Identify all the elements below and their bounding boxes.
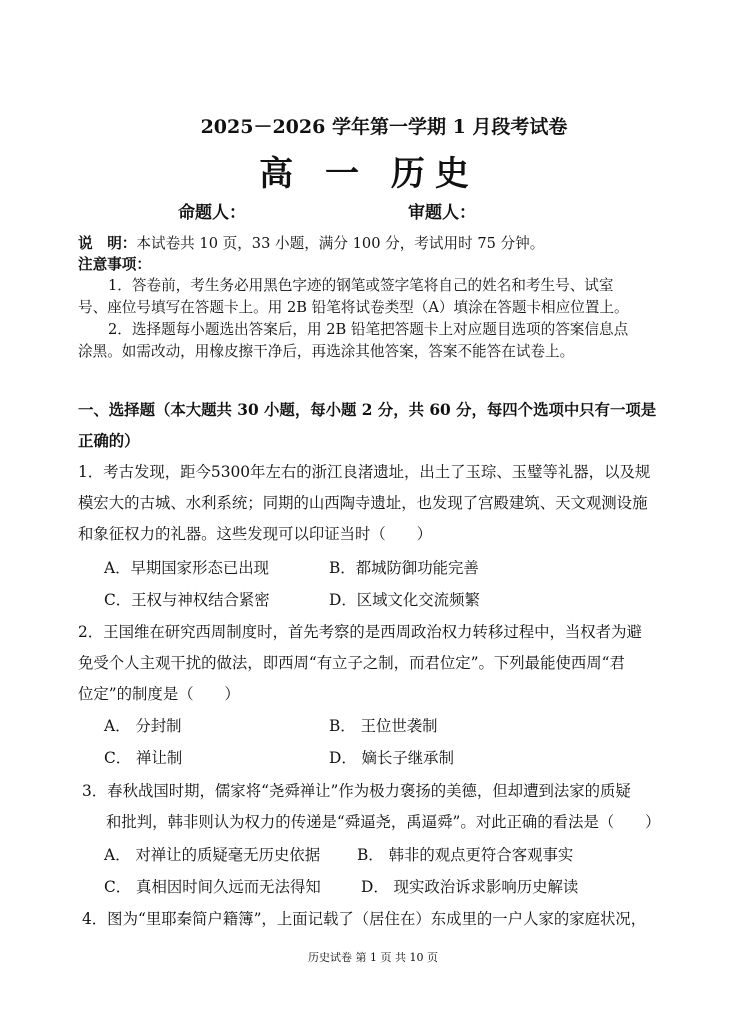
- question-2-option-a: A． 分封制: [104, 717, 182, 735]
- question-2-line: 位定”的制度是（ ）: [78, 685, 240, 703]
- notes-label: 注意事项：: [78, 256, 151, 273]
- question-3-option-a: A． 对禅让的质疑毫无历史依据: [104, 846, 321, 864]
- question-3-line: 3．春秋战国时期，儒家将“尧舜禅让”作为极力褒扬的美德，但却遭到法家的质疑: [82, 782, 631, 800]
- subject-title: 高 一 历史: [259, 154, 479, 194]
- question-2-line: 免受个人主观干扰的做法，即西周“有立子之制，而君位定”。下列最能使西周“君: [78, 654, 625, 672]
- question-1-line: 模宏大的古城、水利系统；同期的山西陶寺遗址，也发现了宫殿建筑、天文观测设施: [78, 494, 648, 512]
- question-3-line: 和批判，韩非则认为权力的传递是“舜逼尧，禹逼舜”。对此正确的看法是（ ）: [106, 813, 661, 831]
- note-line: 涂黑。如需改动，用橡皮擦干净后，再选涂其他答案，答案不能答在试卷上。: [78, 343, 575, 360]
- question-2-option-b: B． 王位世袭制: [329, 717, 438, 735]
- question-1-option-b: B．都城防御功能完善: [329, 559, 479, 577]
- section-heading: 一、选择题（本大题共 30 小题，每小题 2 分，共 60 分，每四个选项中只有一项是: [78, 401, 657, 419]
- reviewer-label: 审题人：: [408, 203, 476, 223]
- note-line: 号、座位号填写在答题卡上。用 2B 铅笔将试卷类型（A）填涂在答题卡相应位置上。: [78, 299, 629, 316]
- question-1-option-c: C．王权与神权结合紧密: [104, 591, 270, 609]
- section-heading: 正确的）: [78, 432, 140, 450]
- explain-line: [78, 232, 544, 253]
- question-1-option-a: A．早期国家形态已出现: [104, 559, 270, 577]
- page-footer: 历史试卷 第 1 页 共 10 页: [308, 951, 438, 964]
- explain-label: 说 明：: [78, 235, 137, 252]
- setter-label: 命题人：: [178, 203, 246, 223]
- question-3-option-b: B． 韩非的观点更符合客观事实: [357, 846, 574, 864]
- question-1-line: 和象征权力的礼器。这些发现可以印证当时（ ）: [78, 525, 432, 543]
- question-2-line: 2．王国维在研究西周制度时，首先考察的是西周政治权力转移过程中，当权者为避: [78, 623, 642, 641]
- question-1-option-d: D．区域文化交流频繁: [329, 591, 480, 609]
- question-2-option-d: D． 嫡长子继承制: [329, 749, 454, 767]
- note-line: 2．选择题每小题选出答案后，用 2B 铅笔把答题卡上对应题目选项的答案信息点: [108, 321, 629, 338]
- note-line: 1．答卷前，考生务必用黑色字迹的钢笔或签字笔将自己的姓名和考生号、试室: [108, 277, 614, 294]
- exam-title: 2025－2026 学年第一学期 1 月段考试卷: [200, 116, 568, 138]
- question-4-line: 4．图为“里耶秦简户籍簿”，上面记载了（居住在）东成里的一户人家的家庭状况，: [82, 910, 647, 928]
- question-1-line: 1．考古发现，距今5300年左右的浙江良渚遗址，出土了玉琮、玉璧等礼器，以及规: [78, 463, 651, 481]
- question-3-option-c: C． 真相因时间久远而无法得知: [104, 878, 321, 896]
- question-2-option-c: C． 禅让制: [104, 749, 183, 767]
- explain-text: 本试卷共 10 页，33 小题，满分 100 分，考试用时 75 分钟。: [136, 235, 545, 252]
- question-3-option-d: D． 现实政治诉求影响历史解读: [361, 878, 579, 896]
